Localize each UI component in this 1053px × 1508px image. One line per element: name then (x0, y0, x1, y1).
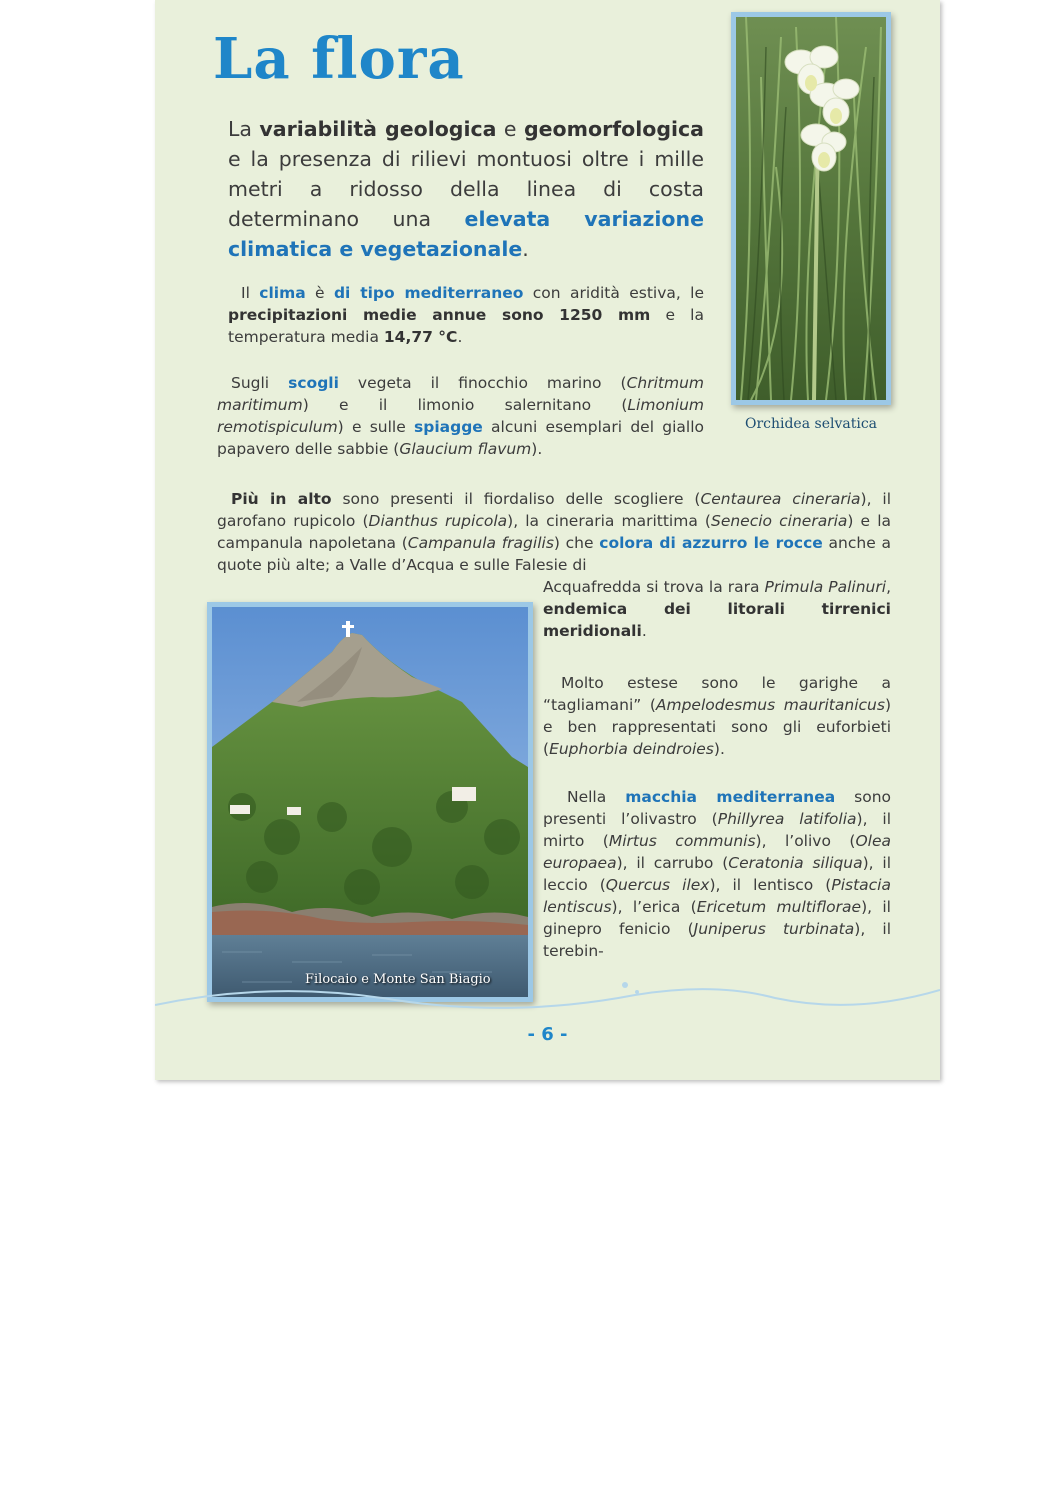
rocks-paragraph (217, 372, 704, 460)
intro-run: La (228, 117, 260, 141)
p-alto-cont-run: Acquafredda si trova la rara (543, 578, 765, 596)
p-macchia-run: Nella (567, 788, 626, 806)
p-garighe-run: Euphorbia deindroies (549, 740, 714, 758)
brochure-page (155, 0, 940, 1080)
p-macchia-run: ), l’erica ( (611, 898, 697, 916)
p-garighe-run: Molto estese sono le garighe a “tagliamani” ( (543, 674, 891, 714)
p-alto-full-run: ), il garofano rupicolo ( (217, 490, 892, 530)
p-alto-full-run: sono presenti il fiordaliso delle scogliere ( (331, 490, 701, 508)
p-alto-full-run: ), la cineraria marittima ( (507, 512, 711, 530)
mountain-caption: Filocaio e Monte San Biagio (305, 972, 491, 987)
p-clima-run: con aridità estiva, le (523, 284, 705, 302)
p-macchia-run: Phillyrea latifolia (717, 810, 857, 828)
p-macchia-run: Quercus ilex (605, 876, 710, 894)
p-macchia-run: ), il mirto ( (543, 810, 892, 850)
p-alto-cont-run: Primula Palinuri (764, 578, 887, 596)
intro-run: . (522, 237, 529, 261)
p-macchia-run: ), il lentisco ( (709, 876, 832, 894)
p-alto-full-run: colora di azzurro le rocce (599, 534, 823, 552)
intro-run: e (496, 117, 524, 141)
p-macchia-run: sono presenti l’olivastro ( (543, 788, 891, 828)
p-macchia-run: ), l’olivo ( (755, 832, 856, 850)
p-macchia-run: Juniperus turbinata (693, 920, 855, 938)
p-macchia-run: Pistacia lentiscus (543, 876, 891, 916)
p-alto-full-run: ) e la campanula napoletana ( (217, 512, 891, 552)
p-clima-run: di tipo mediterraneo (333, 284, 524, 302)
p-alto-full-run: ) che (553, 534, 600, 552)
p-clima-run: precipitazioni medie annue sono 1250 mm (228, 306, 651, 324)
p-scogli-run: ). (531, 440, 543, 458)
p-scogli-run: ) e sulle (337, 418, 414, 436)
p-alto-full-run: Campanula fragilis (407, 534, 554, 552)
intro-paragraph (228, 114, 704, 264)
p-scogli-run: Glaucium flavum (399, 440, 532, 458)
page-number: - 6 - (527, 1024, 568, 1045)
p-alto-full-run: Senecio cineraria (710, 512, 848, 530)
climate-paragraph (228, 282, 704, 348)
p-clima-run: . (457, 328, 463, 346)
p-garighe-run: ). (713, 740, 725, 758)
p-scogli-run: vegeta il finocchio marino ( (338, 374, 627, 392)
p-alto-full-run: anche a quote più alte; a Valle d’Acqua e sulle Falesie di (217, 534, 891, 574)
p-scogli-run: alcuni esemplari del giallo papavero delle sabbie ( (217, 418, 704, 458)
p-clima-run: è (305, 284, 334, 302)
orchid-photo (731, 12, 891, 405)
p-alto-cont-run: endemica dei litorali tirrenici meridionali (543, 600, 891, 640)
p-alto-full-run: Più in alto (231, 490, 332, 508)
p-clima-run: 14,77 °C (383, 328, 458, 346)
p-scogli-run: Chritmum maritimum (217, 374, 705, 414)
highlands-paragraph-continued (543, 576, 891, 642)
p-macchia-run: ), il terebin- (543, 920, 891, 960)
intro-run: elevata variazione climatica e vegetazionale (228, 207, 704, 261)
p-scogli-run: spiagge (414, 418, 483, 436)
p-garighe-run: ) e ben rappresentati sono gli euforbieti ( (543, 696, 891, 758)
p-clima-run: e la temperatura media (228, 306, 704, 346)
orchid-caption: Orchidea selvatica (744, 416, 878, 432)
intro-run: geomorfologica (523, 117, 704, 141)
highlands-paragraph (217, 488, 891, 576)
page-title: La flora (213, 26, 465, 92)
p-scogli-run: Sugli (231, 374, 289, 392)
p-macchia-run: Mirtus communis (608, 832, 756, 850)
p-macchia-run: Ericetum multiflorae (696, 898, 862, 916)
decorative-wave (155, 970, 940, 1020)
garrigue-paragraph (543, 672, 891, 760)
p-scogli-run: Limonium remotispiculum (217, 396, 704, 436)
p-macchia-run: Olea europaea (543, 832, 891, 872)
p-clima-run: Il (241, 284, 260, 302)
p-macchia-run: ), il carrubo ( (616, 854, 729, 872)
orchid-illustration (736, 17, 886, 400)
p-alto-full-run: Centaurea cineraria (700, 490, 861, 508)
p-macchia-run: ), il ginepro fenicio ( (543, 898, 891, 938)
p-alto-full-run: Dianthus rupicola (368, 512, 508, 530)
p-alto-cont-run: , (886, 578, 891, 596)
p-macchia-run: macchia mediterranea (625, 788, 836, 806)
intro-run: variabilità geologica (259, 117, 497, 141)
maquis-paragraph (543, 786, 891, 962)
p-alto-cont-run: . (641, 622, 647, 640)
p-clima-run: clima (259, 284, 306, 302)
mountain-photo (207, 602, 533, 1002)
p-scogli-run: scogli (288, 374, 339, 392)
intro-run: e la presenza di rilievi montuosi oltre i mille metri a ridosso della linea di costa determinano una (228, 147, 704, 231)
p-garighe-run: Ampelodesmus mauritanicus (655, 696, 885, 714)
p-macchia-run: Ceratonia siliqua (728, 854, 863, 872)
mountain-illustration (212, 607, 528, 997)
p-macchia-run: ), il leccio ( (543, 854, 892, 894)
p-scogli-run: ) e il limonio salernitano ( (302, 396, 628, 414)
